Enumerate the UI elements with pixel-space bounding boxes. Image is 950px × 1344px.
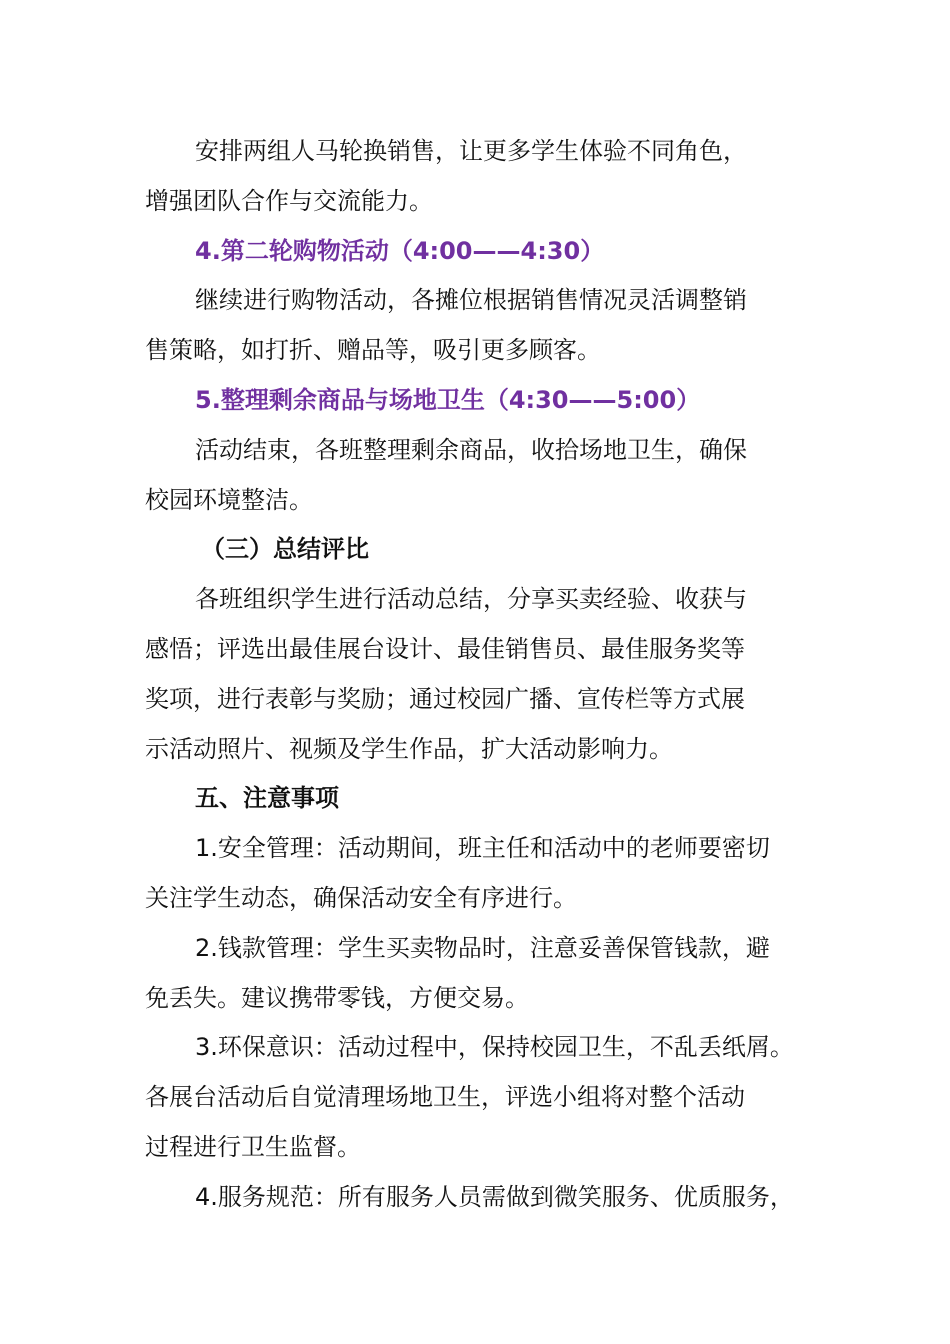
paragraph-line: 免丢失。建议携带零钱，方便交易。 <box>145 983 529 1012</box>
paragraph-line: 4.服务规范：所有服务人员需做到微笑服务、优质服务， <box>195 1182 794 1211</box>
paragraph-line: 继续进行购物活动，各摊位根据销售情况灵活调整销 <box>195 286 747 315</box>
paragraph-line: 3.环保意识：活动过程中，保持校园卫生，不乱丢纸屑。 <box>195 1033 794 1062</box>
document-body <box>145 127 835 1223</box>
paragraph-line: 1.安全管理：活动期间，班主任和活动中的老师要密切 <box>195 834 770 863</box>
paragraph-line: 各展台活动后自觉清理场地卫生，评选小组将对整个活动 <box>145 1083 745 1112</box>
section-heading-second-shopping: 4.第二轮购物活动（4:00——4:30） <box>195 236 605 265</box>
paragraph-line: 奖项，进行表彰与奖励；通过校园广播、宣传栏等方式展 <box>145 684 745 713</box>
section-heading-summary: （三）总结评比 <box>201 535 369 564</box>
section-heading-cleanup: 5.整理剩余商品与场地卫生（4:30——5:00） <box>195 385 701 414</box>
paragraph-line: 关注学生动态，确保活动安全有序进行。 <box>145 883 577 912</box>
paragraph-line: 2.钱款管理：学生买卖物品时，注意妥善保管钱款，避 <box>195 933 770 962</box>
paragraph-line: 过程进行卫生监督。 <box>145 1132 361 1161</box>
section-heading-notes: 五、注意事项 <box>195 784 339 813</box>
paragraph-line: 活动结束，各班整理剩余商品，收拾场地卫生，确保 <box>195 435 747 464</box>
paragraph-line: 各班组织学生进行活动总结，分享买卖经验、收获与 <box>195 585 747 614</box>
paragraph-line: 售策略，如打折、赠品等，吸引更多顾客。 <box>145 336 601 365</box>
paragraph-line: 感悟；评选出最佳展台设计、最佳销售员、最佳服务奖等 <box>145 634 745 663</box>
paragraph-line: 示活动照片、视频及学生作品，扩大活动影响力。 <box>145 734 673 763</box>
paragraph-line: 校园环境整洁。 <box>145 485 313 514</box>
paragraph-line: 安排两组人马轮换销售，让更多学生体验不同角色， <box>195 137 747 165</box>
paragraph-line: 增强团队合作与交流能力。 <box>145 186 433 215</box>
